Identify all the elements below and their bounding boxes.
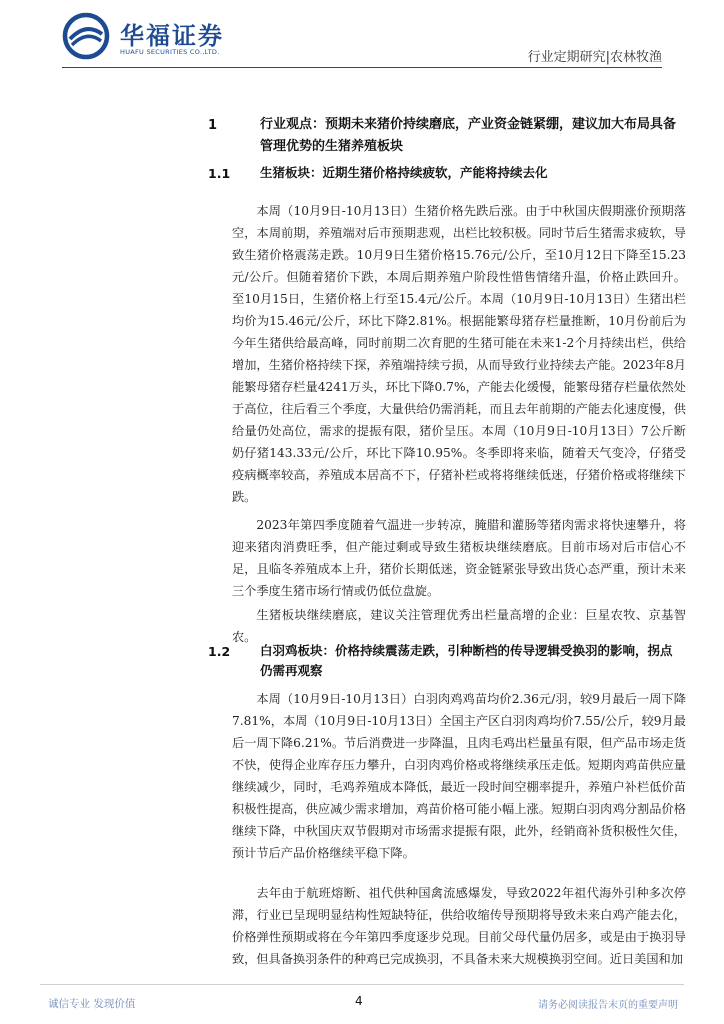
company-name-cn: 华福证券	[120, 22, 224, 50]
company-logo	[62, 12, 252, 60]
paragraph: 本周（10月9日-10月13日）生猪价格先跌后涨。由于中秋国庆假期涨价预期落空，本周前期，养殖端对后市预期悲观，出栏比较积极。同时节后生猪需求疲软，导致生猪价格震荡走跌。10月9日生猪价格15.76元/公斤，至10月12日下降至15.23元/公斤。但随着猪价下跌，本周后期养殖户阶段性惜售情绪升温，价格止跌回升。至10月15日，生猪价格上行至15.4元/公斤。本周（10月9日-10月13日）生猪出栏均价为15.46元/公斤，环比下降2.81%。根据能繁母猪存栏量推断，10月份前后为今年生猪供给最高峰，同时前期二次育肥的生猪可能在未来1-2个月持续出栏，供给增加，生猪价格持续下探，养殖端持续亏损，从而导致行业持续去产能。2023年8月能繁母猪存栏量4241万头，环比下降0.7%，产能去化缓慢，能繁母猪存栏量依然处于高位，往后看三个季度，大量供给仍需消耗，而且去年前期的产能去化速度慢，供给量仍处高位，需求的提振有限，猪价呈压。本周（10月9日-10月13日）7公斤断奶仔猪143.33元/公斤，环比下降10.95%。冬季即将来临，随着天气变冷，仔猪受疫病概率较高，养殖成本居高不下，仔猪补栏或将将继续低迷，仔猪价格或将继续下跌。	[232, 204, 686, 504]
section-title: 行业观点：预期未来猪价持续磨底，产业资金链紧绷，建议加大布局具备管理优势的生猪养殖板块	[260, 117, 677, 154]
subsection-title: 白羽鸡板块：价格持续震荡走跌，引种断档的传导逻辑受换羽的影响，拐点仍需再观察	[260, 643, 673, 678]
footer-divider	[40, 984, 684, 985]
section-number: 1	[208, 118, 218, 133]
paragraph: 去年由于航班熔断、祖代供种国禽流感爆发，导致2022年祖代海外引种多次停滞，行业已呈现明显结构性短缺特征，供给收缩传导预期将导致未来白鸡产能去化，价格弹性预期或将在今年第四季度逐步兑现。目前父母代量仍居多，或是由于换羽导致，但具备换羽条件的种鸡已完成换羽，不具备未来大规模换羽空间。近日美国和加	[232, 886, 686, 966]
footer-slogan: 诚信专业 发现价值	[48, 998, 136, 1010]
paragraph: 本周（10月9日-10月13日）白羽肉鸡鸡苗均价2.36元/羽，较9月最后一周下降7.81%，本周（10月9日-10月13日）全国主产区白羽肉鸡均价7.55/公斤，较9月最后一周下降6.21%。节后消费进一步降温，且肉毛鸡出栏量虽有限，但产品市场走货不快，使得企业库存压力攀升，白羽肉鸡价格或将继续承压走低。短期肉鸡苗供应量继续减少，同时，毛鸡养殖成本降低，最近一段时间空棚率提升，养殖户补栏低价苗积极性提高，供应减少需求增加，鸡苗价格可能小幅上涨。短期白羽肉鸡分割品价格继续下降，中秋国庆双节假期对市场需求提振有限，此外，经销商补货积极性欠佳，预计节后产品价格继续平稳下降。	[232, 692, 686, 860]
company-name-en: HUAFU SECURITIES CO.,LTD.	[120, 48, 220, 56]
report-type: 行业定期研究|农林牧渔	[527, 50, 662, 65]
header-divider	[62, 67, 662, 68]
page-number: 4	[355, 994, 363, 1008]
footer-disclaimer: 请务必阅读报告末页的重要声明	[538, 1000, 678, 1011]
huafu-logo-icon	[62, 12, 110, 60]
subsection-number: 1.1	[208, 166, 231, 181]
subsection-title: 生猪板块：近期生猪价格持续疲软，产能将持续去化	[260, 165, 548, 180]
paragraph: 2023年第四季度随着气温进一步转凉，腌腊和灌肠等猪肉需求将快速攀升，将迎来猪肉消费旺季，但产能过剩或导致生猪板块继续磨底。目前市场对后市信心不足，且临冬养殖成本上升，猪价长期低迷，资金链紧张导致出货心态严重，预计未来三个季度生猪市场行情或仍低位盘旋。	[232, 518, 686, 598]
subsection-number: 1.2	[208, 644, 231, 659]
paragraph: 生猪板块继续磨底，建议关注管理优秀出栏量高增的企业：巨星农牧、京基智农。	[232, 608, 686, 644]
